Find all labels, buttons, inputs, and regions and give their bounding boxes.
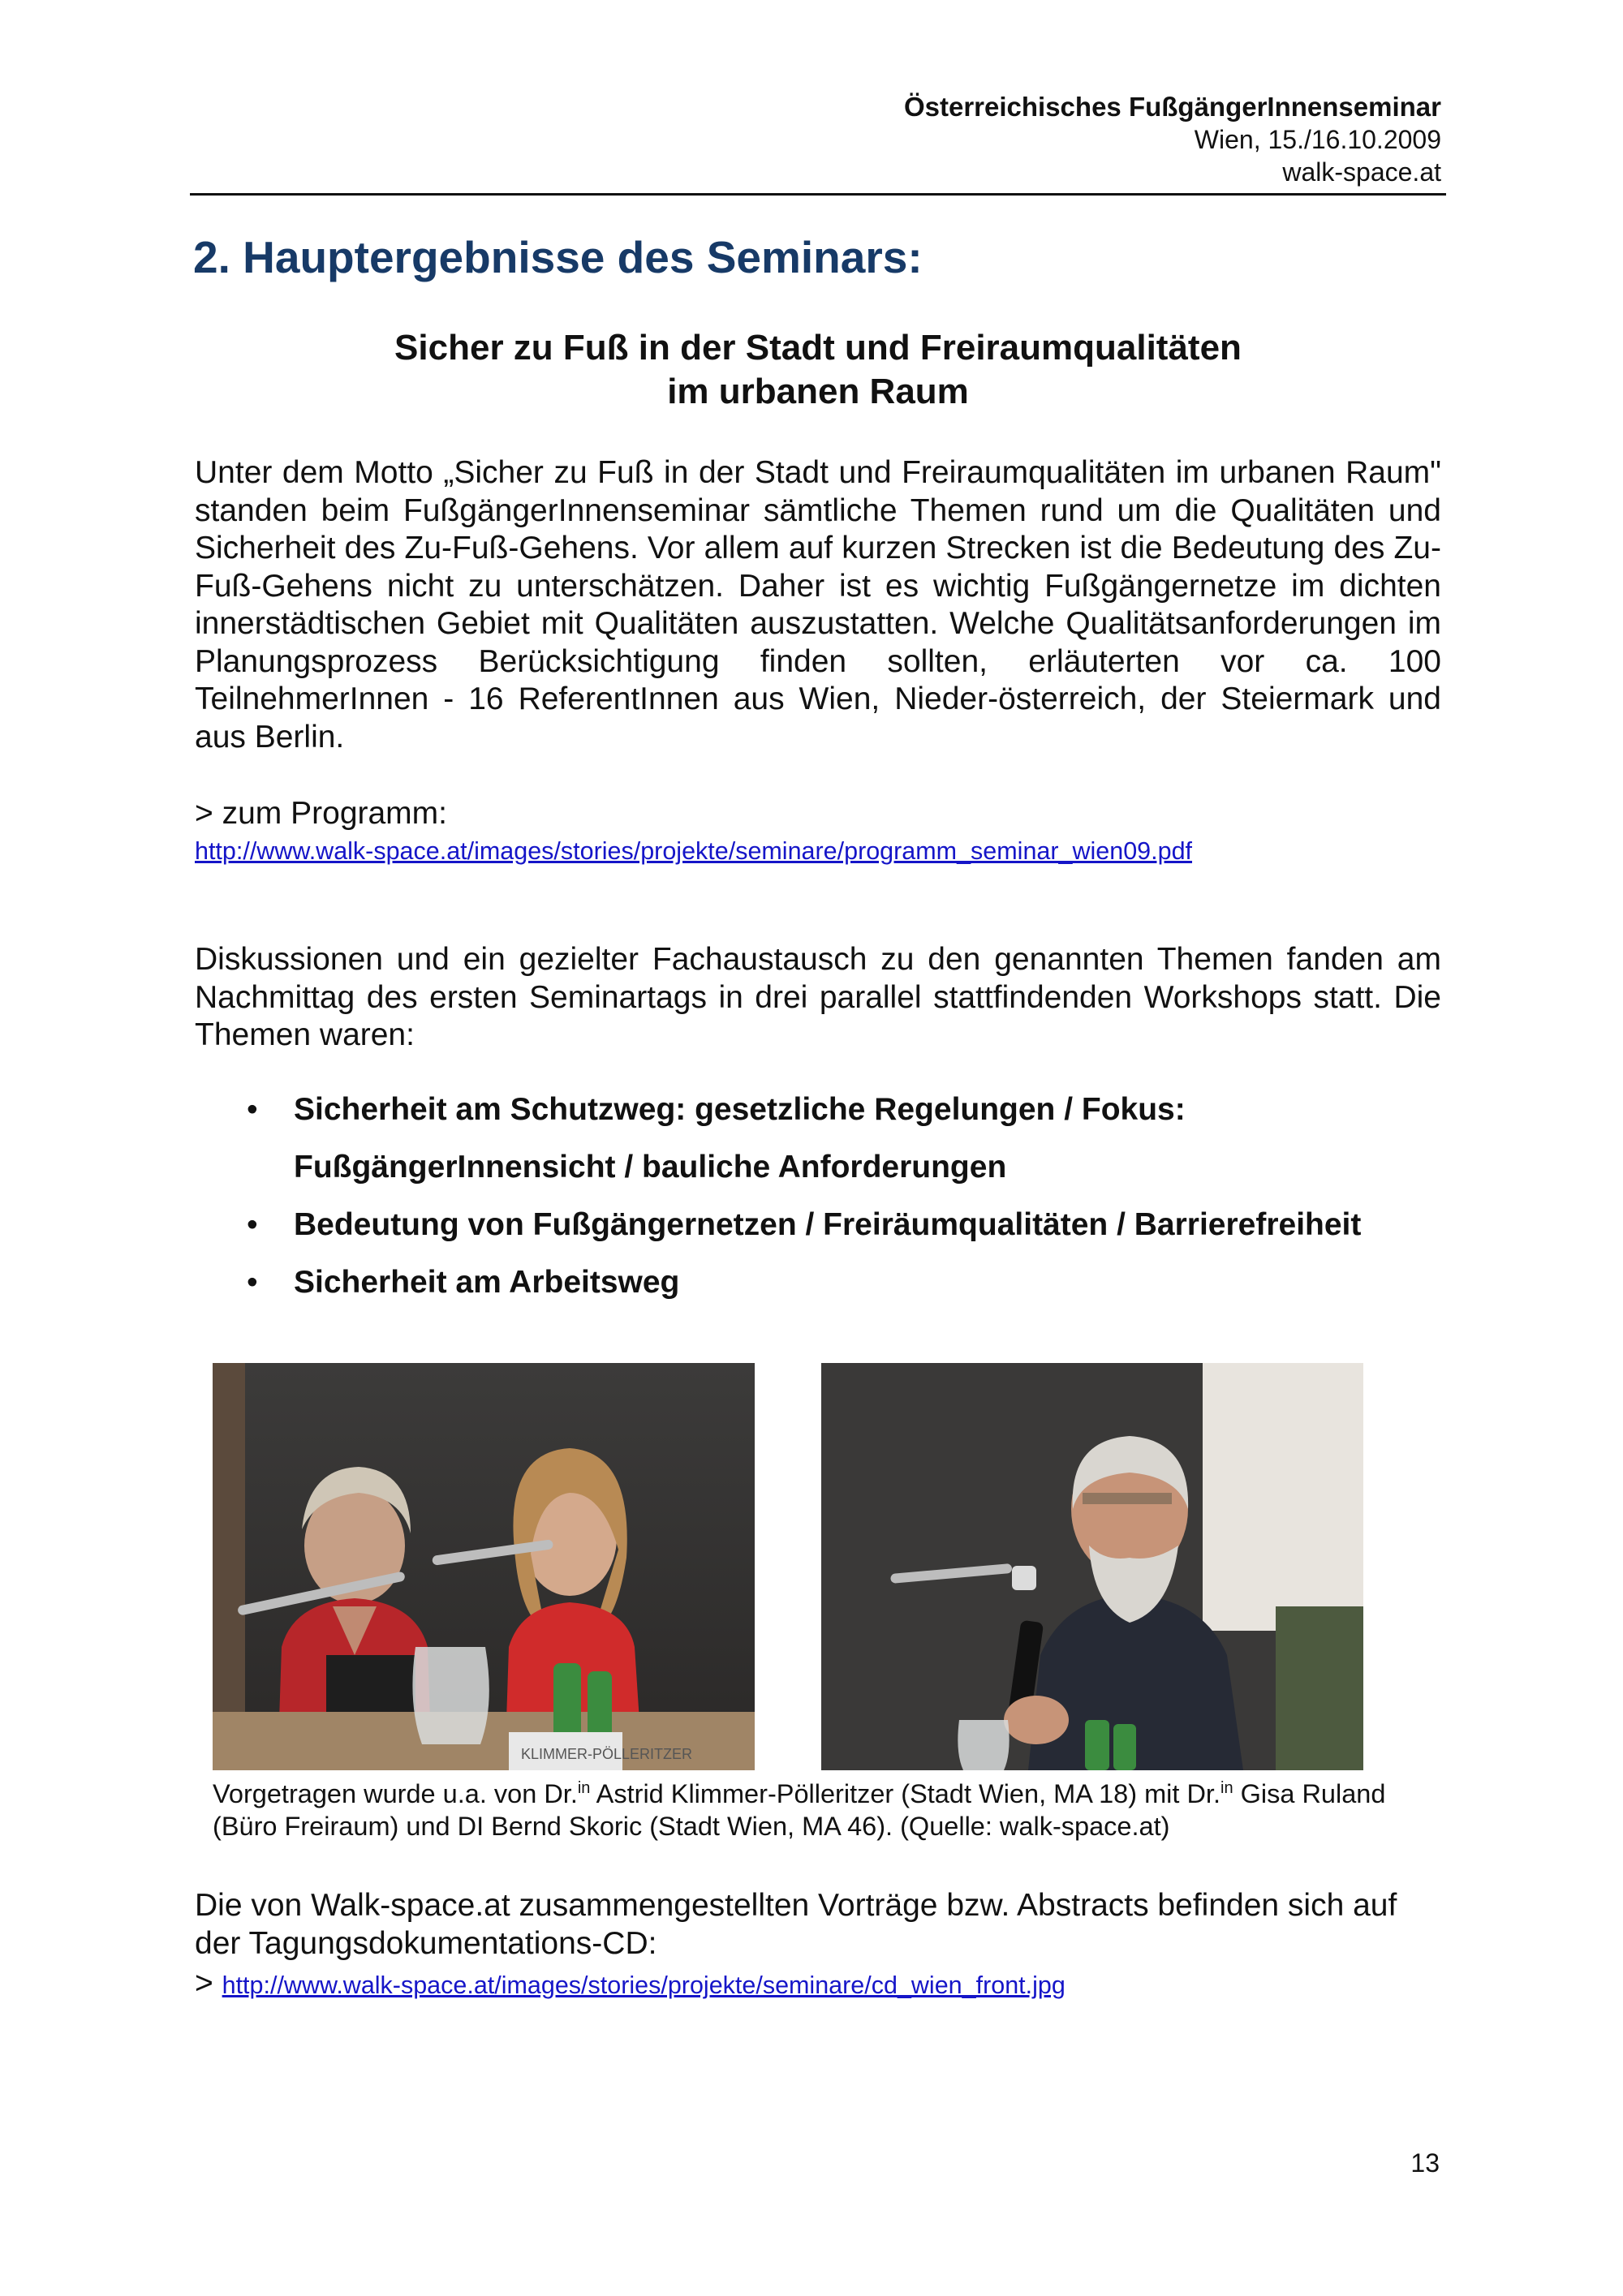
header-divider bbox=[190, 193, 1446, 196]
bullet-icon: • bbox=[247, 1265, 258, 1300]
workshop-topic: Sicherheit am Arbeitsweg bbox=[294, 1265, 680, 1300]
workshop-topic: Sicherheit am Schutzweg: gesetzliche Regelungen / Fokus: FußgängerInnensicht / bauliche Anforderungen bbox=[294, 1092, 1186, 1185]
subtitle bbox=[193, 326, 1443, 414]
subtitle-line-1: Sicher zu Fuß in der Stadt und Freiraumqualitäten bbox=[394, 328, 1242, 368]
header-date: Wien, 15./16.10.2009 bbox=[1194, 125, 1441, 154]
caption-sup-2: in bbox=[1220, 1779, 1233, 1797]
photo-speakers-women bbox=[213, 1363, 755, 1770]
header-title: Österreichisches FußgängerInnenseminar bbox=[903, 92, 1441, 122]
program-link[interactable]: http://www.walk-space.at/images/stories/projekte/seminare/programm_seminar_wien09.pdf bbox=[195, 837, 1193, 865]
list-item bbox=[237, 1196, 1438, 1253]
photo-caption bbox=[213, 1772, 1414, 1842]
workshop-list bbox=[237, 1081, 1438, 1311]
cd-link-line bbox=[195, 1965, 1441, 2004]
list-item bbox=[237, 1253, 1438, 1311]
page-header bbox=[904, 91, 1441, 188]
bullet-icon: • bbox=[247, 1207, 258, 1242]
page-number: 13 bbox=[1410, 2148, 1440, 2178]
photo-speaker-man bbox=[821, 1363, 1363, 1770]
caption-part-1: Vorgetragen wurde u.a. von Dr. bbox=[213, 1778, 578, 1808]
cd-paragraph: Die von Walk-space.at zusammengestellten Vorträge bzw. Abstracts befinden sich auf der Tagungsdokumentations-CD: bbox=[195, 1888, 1397, 1961]
header-site: walk-space.at bbox=[1282, 157, 1441, 187]
section-title: 2. Hauptergebnisse des Seminars: bbox=[193, 232, 923, 282]
list-item bbox=[237, 1081, 1438, 1196]
caption-sup-1: in bbox=[577, 1779, 591, 1797]
intro-paragraph: Unter dem Motto „Sicher zu Fuß in der Stadt und Freiraumqualitäten im urbanen Raum" standen beim FußgängerInnenseminar sämtliche Themen rund um die Qualitäten und Sicherheit des Zu-Fuß-Gehens. Vor allem auf kurzen Strecken ist die Bedeutung des Zu-Fuß-Gehens nicht zu unterschätzen. Daher ist es wichtig Fußgängernetze im dichten innerstädtischen Gebiet mit Qualitäten auszustatten. Welche Qualitätsanforderungen im Planungsprozess Berücksichtigung finden sollten, erläuterten vor ca. 100 TeilnehmerInnen - 16 ReferentInnen aus Wien, Nieder-österreich, der Steiermark und aus Berlin. bbox=[195, 455, 1441, 755]
caption-part-2: Astrid Klimmer-Pölleritzer (Stadt Wien, MA 18) mit Dr. bbox=[590, 1778, 1220, 1808]
workshop-topic: Bedeutung von Fußgängernetzen / Freiräumqualitäten / Barrierefreiheit bbox=[294, 1207, 1362, 1242]
nameplate-text: KLIMMER-PÖLLERITZER bbox=[521, 1746, 693, 1762]
program-link-wrap bbox=[195, 833, 1441, 867]
program-label: > zum Programm: bbox=[195, 796, 447, 831]
cd-link[interactable]: http://www.walk-space.at/images/stories/projekte/seminare/cd_wien_front.jpg bbox=[222, 1971, 1065, 1999]
caption-part-3: Gisa Ruland (Büro Freiraum) und DI Bernd Skoric (Stadt Wien, MA 46). (Quelle: walk-space.at) bbox=[213, 1778, 1386, 1841]
subtitle-line-2: im urbanen Raum bbox=[667, 372, 969, 411]
cd-link-prefix: > bbox=[195, 1966, 213, 2001]
discussion-paragraph: Diskussionen und ein gezielter Fachaustausch zu den genannten Themen fanden am Nachmittag des ersten Seminartags in drei parallel stattfindenden Workshops statt. Die Themen waren: bbox=[195, 942, 1441, 1052]
bullet-icon: • bbox=[247, 1092, 258, 1127]
